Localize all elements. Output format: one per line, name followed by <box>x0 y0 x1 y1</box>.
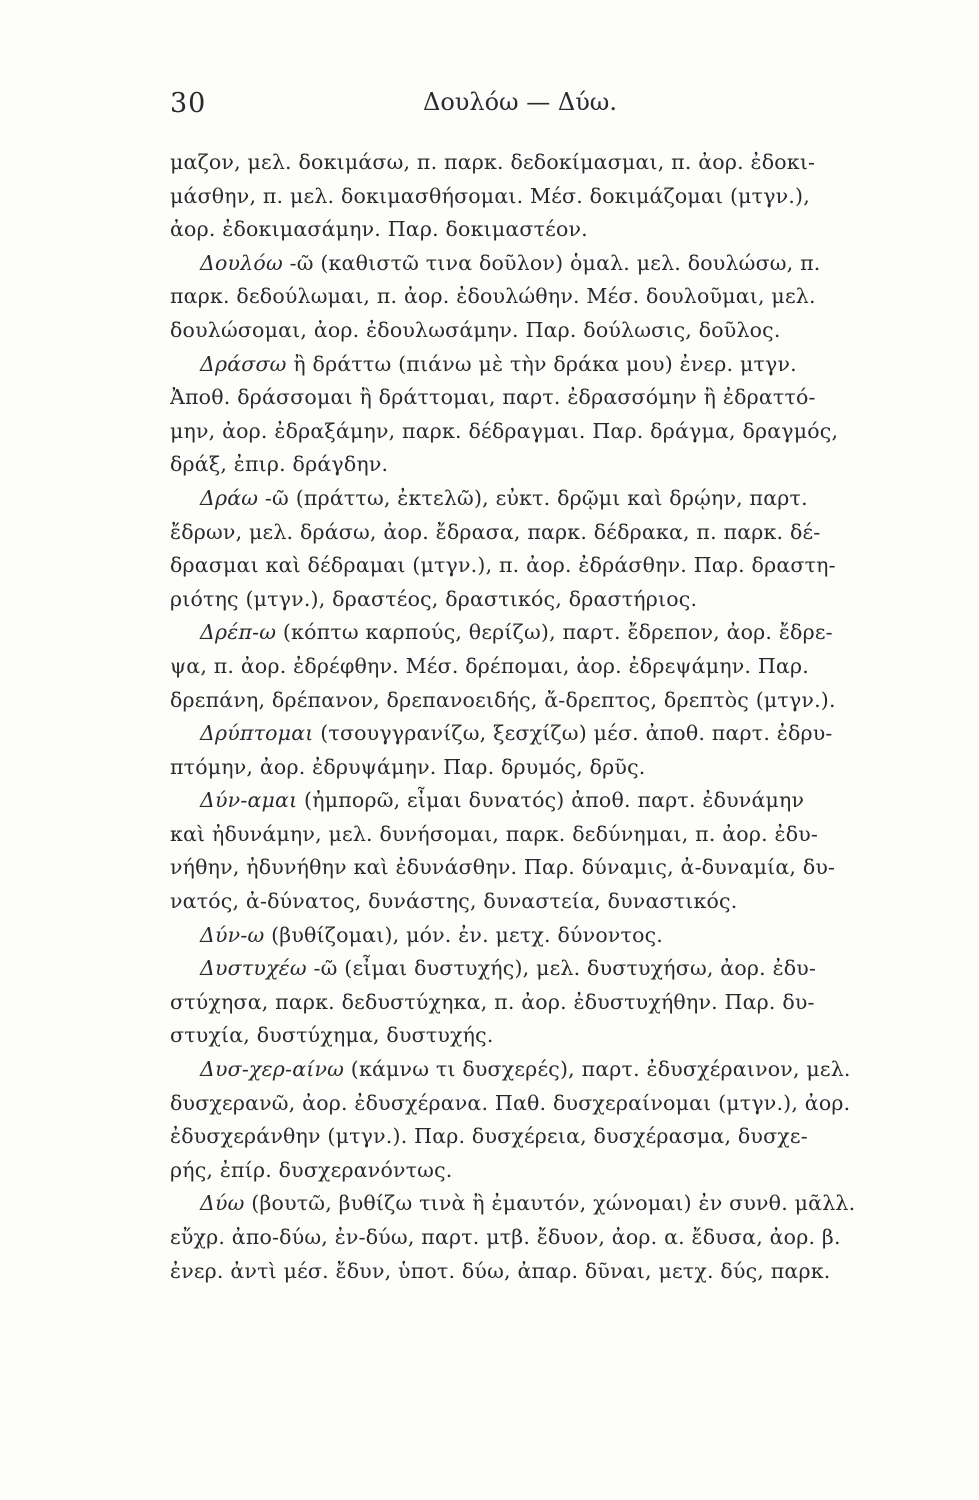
text-line <box>170 1255 860 1289</box>
line-text: καὶ ἠδυνάμην, μελ. δυνήσομαι, παρκ. δεδύνημαι, π. ἀορ. ἐδυ- <box>170 821 819 846</box>
line-text: ἐνερ. ἀντὶ μέσ. ἔδυν, ὑποτ. δύω, ἀπαρ. δῦναι, μετχ. δύς, παρκ. <box>170 1258 831 1283</box>
page-number: 30 <box>170 88 207 119</box>
headword: Δύν-ω <box>200 922 265 947</box>
text-line <box>170 448 860 482</box>
text-line <box>170 1019 860 1053</box>
entry-start-line <box>170 482 860 516</box>
entry-start-line <box>170 616 860 650</box>
line-text: μάσθην, π. μελ. δοκιμασθήσομαι. Μέσ. δοκιμάζομαι (μτγν.), <box>170 183 810 208</box>
line-text: Ἀποθ. δράσσομαι ἢ δράττομαι, παρτ. ἐδρασσόμην ἢ ἐδραττό- <box>170 385 816 410</box>
line-text: -ῶ (καθιστῶ τινα δοῦλον) ὁμαλ. μελ. δουλώσω, π. <box>282 250 821 275</box>
line-text: στυχία, δυστύχημα, δυστυχής. <box>170 1023 494 1048</box>
text-line <box>170 180 860 214</box>
line-text: εὔχρ. ἀπο-δύω, ἐν-δύω, παρτ. μτβ. ἔδυον, ἀορ. α. ἔδυσα, ἀορ. β. <box>170 1225 841 1249</box>
line-text: -ῶ (εἶμαι δυστυχής), μελ. δυστυχήσω, ἀορ. ἐδυ- <box>306 956 817 981</box>
text-line <box>170 1221 860 1255</box>
entry-start-line <box>170 717 860 751</box>
line-text: νατός, ἀ-δύνατος, δυνάστης, δυναστεία, δυναστικός. <box>170 889 738 914</box>
line-text: (βουτῶ, βυθίζω τινὰ ἢ ἐμαυτόν, χώνομαι) ἐν συνθ. μᾶλλ. <box>244 1191 856 1216</box>
line-text: στύχησα, παρκ. δεδυστύχηκα, π. ἀορ. ἐδυστυχήθην. Παρ. δυ- <box>170 989 815 1014</box>
text-line <box>170 1120 860 1154</box>
entry-start-line <box>170 348 860 382</box>
headword: Δύν-αμαι <box>200 788 298 813</box>
headword: Δράσσω <box>200 351 287 376</box>
headword: Δύω <box>200 1191 245 1216</box>
headword: Δρύπτομαι <box>200 721 314 746</box>
line-text: νήθην, ἠδυνήθην καὶ ἐδυνάσθην. Παρ. δύναμις, ἀ-δυναμία, δυ- <box>170 855 836 880</box>
entry-start-line <box>170 247 860 281</box>
line-text: πτόμην, ἀορ. ἐδρυψάμην. Παρ. δρυμός, δρῦς. <box>170 754 646 779</box>
text-line <box>170 280 860 314</box>
line-text: (βυθίζομαι), μόν. ἐν. μετχ. δύνοντος. <box>264 922 664 947</box>
running-head: Δουλόω — Δύω. <box>423 88 617 116</box>
line-text: ἀορ. ἐδοκιμασάμην. Παρ. δοκιμαστέον. <box>170 217 588 242</box>
line-text: μην, ἀορ. ἐδραξάμην, παρκ. δέδραγμαι. Παρ. δράγμα, δραγμός, <box>170 418 839 443</box>
text-line <box>170 986 860 1020</box>
line-text: δρασμαι καὶ δέδραμαι (μτγν.), π. ἀορ. ἐδράσθην. Παρ. δραστη- <box>170 553 836 578</box>
line-text: ἢ δράττω (πιάνω μὲ τὴν δράκα μου) ἐνερ. μτγν. <box>286 351 797 376</box>
headword: Δρέπ-ω <box>200 620 277 645</box>
text-line <box>170 146 860 180</box>
text-line <box>170 516 860 550</box>
headword: Δουλόω <box>200 250 283 275</box>
line-text: ριότης (μτγν.), δραστέος, δραστικός, δραστήριος. <box>170 586 698 611</box>
line-text: ψα, π. ἀορ. ἐδρέφθην. Μέσ. δρέπομαι, ἀορ. ἐδρεψάμην. Παρ. <box>170 653 809 678</box>
line-text: δρεπάνη, δρέπανον, δρεπανοειδής, ἄ-δρεπτος, δρεπτὸς (μτγν.). <box>170 687 836 712</box>
line-text: (ἠμπορῶ, εἶμαι δυνατός) ἀποθ. παρτ. ἐδυνάμην <box>297 788 805 813</box>
text-line <box>170 751 860 785</box>
text-line <box>170 684 860 718</box>
entry-start-line <box>170 1187 860 1221</box>
entry-start-line <box>170 784 860 818</box>
line-text: -ῶ (πράττω, ἐκτελῶ), εὐκτ. δρῷμι καὶ δρῴην, παρτ. <box>258 485 808 510</box>
line-text: μαζον, μελ. δοκιμάσω, π. παρκ. δεδοκίμασμαι, π. ἀορ. ἐδοκι- <box>170 150 816 174</box>
entry-start-line <box>170 1053 860 1087</box>
line-text: παρκ. δεδούλωμαι, π. ἀορ. ἐδουλώθην. Μέσ. δουλοῦμαι, μελ. <box>170 284 816 309</box>
headword: Δράω <box>200 485 259 510</box>
line-text: δυσχερανῶ, ἀορ. ἐδυσχέρανα. Παθ. δυσχεραίνομαι (μτγν.), ἀορ. <box>170 1090 851 1115</box>
line-text: ἔδρων, μελ. δράσω, ἀορ. ἔδρασα, παρκ. δέδρακα, π. παρκ. δέ- <box>170 519 821 544</box>
dictionary-body <box>170 146 860 1288</box>
text-line <box>170 851 860 885</box>
text-line <box>170 1087 860 1121</box>
text-line <box>170 415 860 449</box>
text-line <box>170 314 860 348</box>
text-line <box>170 818 860 852</box>
line-text: ρής, ἐπίρ. δυσχερανόντως. <box>170 1157 453 1182</box>
line-text: δουλώσομαι, ἀορ. ἐδουλωσάμην. Παρ. δούλωσις, δοῦλος. <box>170 317 781 342</box>
text-line <box>170 583 860 617</box>
line-text: δράξ, ἐπιρ. δράγδην. <box>170 452 389 477</box>
text-line <box>170 381 860 415</box>
line-text: (κόπτω καρπούς, θερίζω), παρτ. ἔδρεπον, ἀορ. ἔδρε- <box>276 620 833 645</box>
text-line <box>170 885 860 919</box>
entry-start-line <box>170 952 860 986</box>
text-line <box>170 213 860 247</box>
entry-start-line <box>170 919 860 953</box>
line-text: (κάμνω τι δυσχερές), παρτ. ἐδυσχέραινον, μελ. <box>344 1057 851 1082</box>
line-text: ἐδυσχεράνθην (μτγν.). Παρ. δυσχέρεια, δυσχέρασμα, δυσχε- <box>170 1124 808 1149</box>
headword: Δυστυχέω <box>200 956 307 981</box>
text-line <box>170 650 860 684</box>
text-line <box>170 549 860 583</box>
line-text: (τσουγγρανίζω, ξεσχίζω) μέσ. ἀποθ. παρτ. ἐδρυ- <box>313 721 833 746</box>
headword: Δυσ-χερ-αίνω <box>200 1057 345 1082</box>
text-line <box>170 1154 860 1188</box>
